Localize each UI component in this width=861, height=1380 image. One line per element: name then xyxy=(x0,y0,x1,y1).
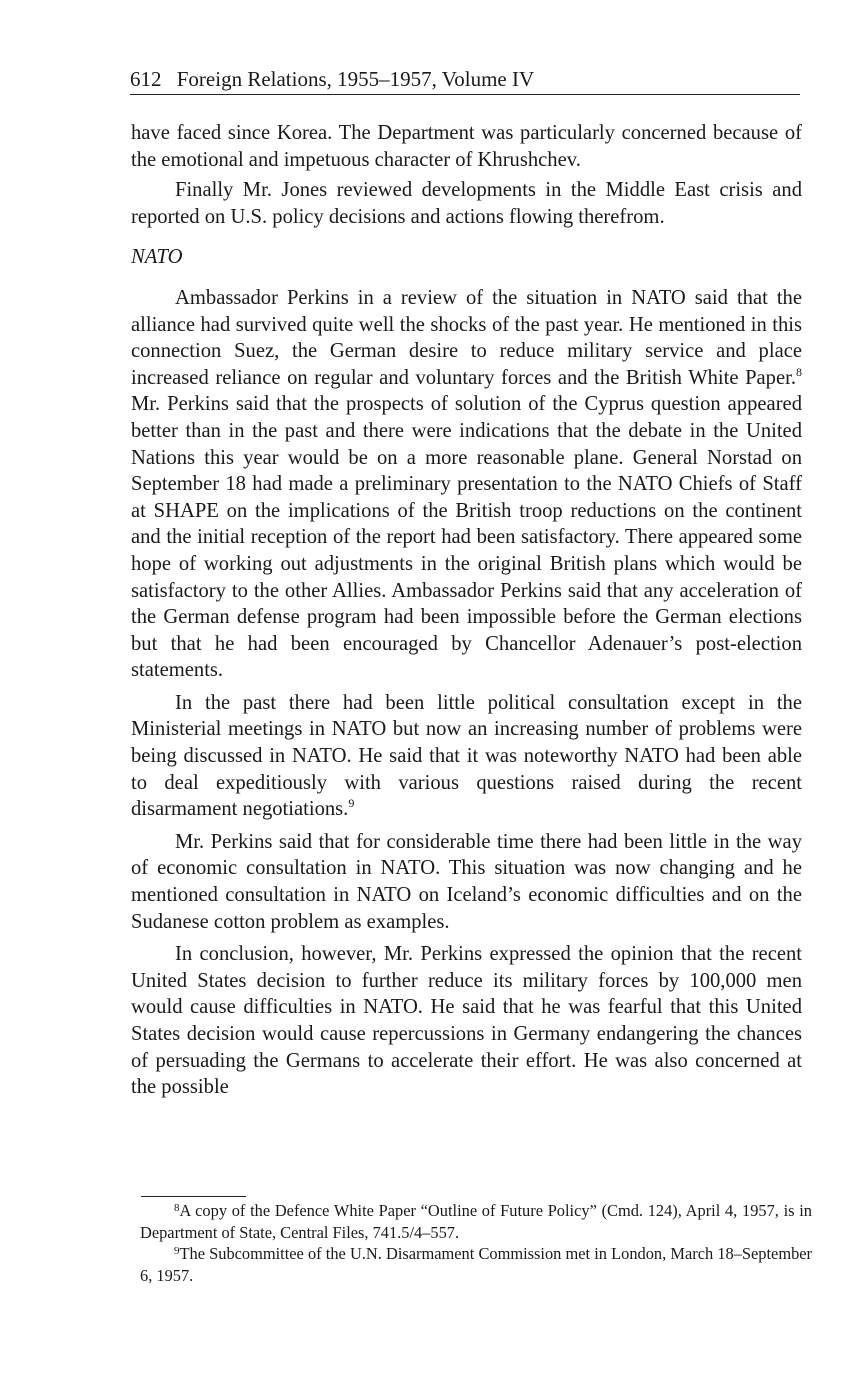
paragraph-continued: have faced since Korea. The Department was particularly concerned because of the emotional and impetuous character of Khrushchev. xyxy=(131,122,802,171)
page-number: 612 xyxy=(130,67,162,91)
paragraph-middle-east: Finally Mr. Jones reviewed developments in the Middle East crisis and reported on U.S. policy decisions and actions flowing therefrom. xyxy=(131,179,802,228)
footnote-text: The Subcommittee of the U.N. Disarmament Commission met in London, March 18–September 6, 1957. xyxy=(140,1244,812,1285)
footnotes xyxy=(140,1200,812,1286)
footnote-9 xyxy=(106,1243,812,1286)
paragraph-conclusion: In conclusion, however, Mr. Perkins expressed the opinion that the recent United States decision to further reduce its military forces by 100,000 men would cause difficulties in NATO. He said that he was fearful that this United States decision would cause repercussions in Germany endangering the chances of persuading the Germans to accelerate their effort. He was also concerned at the possible xyxy=(131,943,802,1099)
paragraph-text: Mr. Perkins said that the prospects of solution of the Cyprus question appeared better than in the past and there were indications that the debate in the United Nations this year would be on a more reasonable plane. General Norstad on September 18 had made a preliminary presentation to the NATO Chiefs of Staff at SHAPE on the implications of the British troop reductions on the continent and the initial reception of the report had been satisfactory. There appeared some hope of working out adjustments in the original British plans which would be satisfactory to the other Allies. Ambassador Perkins said that any acceleration of the German defense program had been impossible before the German elections but that he had been encouraged by Chancellor Adenauer’s post-election statements. xyxy=(131,393,802,682)
paragraph-text: In the past there had been little political consultation except in the Ministerial meetings in NATO but now an increasing number of problems were being discussed in NATO. He said that it was noteworthy NATO had been able to deal expeditiously with various questions raised during the recent disarmament negotiations. xyxy=(131,691,802,821)
body-text xyxy=(131,120,802,1107)
footnote-text: A copy of the Defence White Paper “Outline of Future Policy” (Cmd. 124), April 4, 1957, is in Department of State, Central Files, 741.5/4–557. xyxy=(140,1201,812,1242)
paragraph-perkins-review xyxy=(131,285,802,684)
paragraph-text: Ambassador Perkins in a review of the situation in NATO said that the alliance had survived quite well the shocks of the past year. He mentioned in this connection Suez, the German desire to reduce military service and place increased reliance on regular and voluntary forces and the British White Paper. xyxy=(131,286,802,389)
footnote-mark: 8 xyxy=(174,1202,180,1214)
footnote-ref-8[interactable]: 8 xyxy=(796,364,802,379)
footnote-ref-9[interactable]: 9 xyxy=(348,796,355,811)
section-heading: NATO xyxy=(131,246,183,269)
paragraph-political-consultation xyxy=(131,690,802,823)
footnote-8 xyxy=(106,1200,812,1243)
publication-title: Foreign Relations, 1955–1957, Volume IV xyxy=(176,67,535,91)
footnote-divider xyxy=(141,1196,246,1197)
footnote-mark: 9 xyxy=(174,1245,180,1257)
running-header xyxy=(130,66,800,95)
paragraph-economic-consultation: Mr. Perkins said that for considerable time there had been little in the way of economic consultation in NATO. This situation was now changing and he mentioned consultation in NATO on Iceland’s economic difficulties and on the Sudanese cotton problem as examples. xyxy=(131,830,802,933)
